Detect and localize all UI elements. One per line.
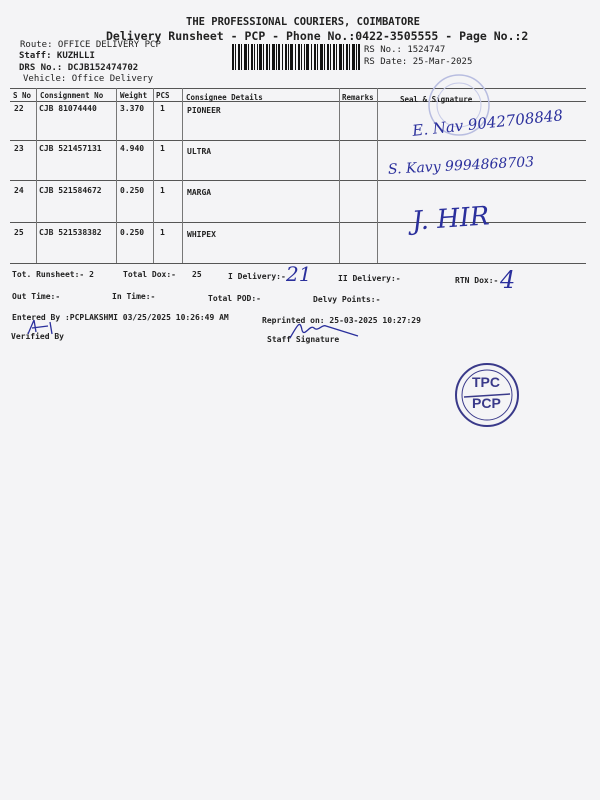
ii-delivery-label: II Delivery:-	[338, 274, 401, 283]
col-header-sno: S No	[13, 91, 32, 100]
col-header-weight: Weight	[120, 91, 148, 100]
row1-sno: 22	[14, 104, 24, 113]
row1-consignment: CJB 81074440	[39, 104, 97, 113]
stamp-line1: TPC	[472, 374, 500, 390]
in-time: In Time:-	[112, 292, 156, 301]
row1-consignee: PIONEER	[187, 106, 221, 115]
signature-row1: E. Nav 9042708848	[411, 106, 564, 140]
row3-weight: 0.250	[120, 186, 145, 195]
delvy-points: Delvy Points:-	[313, 295, 381, 304]
row2-consignee: ULTRA	[187, 147, 212, 156]
col-divider	[36, 88, 37, 263]
row-divider	[10, 180, 586, 181]
tot-runsheet: Tot. Runsheet:- 2	[12, 270, 94, 279]
col-header-remarks: Remarks	[342, 93, 374, 102]
row-divider	[10, 222, 586, 223]
row3-consignment: CJB 521584672	[39, 186, 102, 195]
reprinted-on: Reprinted on: 25-03-2025 10:27:29	[262, 316, 421, 325]
signature-row2: S. Kavy 9994868703	[387, 154, 535, 178]
col-header-seal-signature: Seal & Signature	[400, 95, 473, 104]
total-dox-value: 25	[192, 270, 202, 279]
barcode	[232, 44, 360, 70]
row2-sno: 23	[14, 144, 24, 153]
vehicle-text: Vehicle: Office Delivery	[23, 74, 154, 84]
table-header-line	[10, 101, 586, 102]
staff-signature-scribble	[282, 316, 360, 344]
row4-pcs: 1	[160, 228, 165, 237]
row4-consignee: WHIPEX	[187, 230, 216, 239]
i-delivery-label: I Delivery:-	[228, 272, 286, 281]
i-delivery-handwritten: 21	[286, 262, 312, 286]
row3-sno: 24	[14, 186, 24, 195]
tpc-pcp-stamp	[454, 362, 520, 428]
col-header-consignment: Consignment No	[40, 91, 104, 100]
staff-text: Staff: KUZHLLI	[19, 51, 95, 61]
rs-no-text: RS No.: 1524747	[364, 45, 446, 55]
col-divider	[116, 88, 117, 263]
col-header-pcs: PCS	[156, 91, 170, 100]
col-divider	[153, 88, 154, 263]
col-divider	[377, 88, 378, 263]
row-divider	[10, 140, 586, 141]
verifier-initials	[22, 316, 58, 338]
company-title: THE PROFESSIONAL COURIERS, COIMBATORE	[186, 16, 420, 28]
row2-consignment: CJB 521457131	[39, 144, 102, 153]
entered-by: Entered By :PCPLAKSHMI 03/25/2025 10:26:49 AM	[12, 313, 229, 322]
row4-weight: 0.250	[120, 228, 145, 237]
total-pod: Total POD:-	[208, 294, 261, 303]
drs-no-text: DRS No.: DCJB152474702	[19, 63, 139, 73]
verified-by: Verified By	[11, 332, 64, 341]
rs-date-text: RS Date: 25-Mar-2025	[364, 57, 473, 67]
row3-consignee: MARGA	[187, 188, 212, 197]
rtn-dox-handwritten: 4	[500, 266, 516, 294]
row4-sno: 25	[14, 228, 24, 237]
table-top-line	[10, 88, 586, 89]
row3-pcs: 1	[160, 186, 165, 195]
total-dox-label: Total Dox:-	[123, 270, 176, 279]
row2-weight: 4.940	[120, 144, 145, 153]
row1-pcs: 1	[160, 104, 165, 113]
row2-pcs: 1	[160, 144, 165, 153]
col-divider	[182, 88, 183, 263]
staff-signature-label: Staff Signature	[267, 335, 340, 344]
row4-consignment: CJB 521538382	[39, 228, 102, 237]
row1-weight: 3.370	[120, 104, 145, 113]
signature-row3: J. HIR	[411, 201, 491, 237]
col-header-consignee: Consignee Details	[186, 93, 263, 102]
rtn-dox-label: RTN Dox:-	[455, 276, 499, 285]
route-text: Route: OFFICE DELIVERY PCP	[20, 40, 161, 50]
stamp-line2: PCP	[472, 395, 501, 411]
col-divider	[339, 88, 340, 263]
runsheet-title: Delivery Runsheet - PCP - Phone No.:0422-3505555 - Page No.:2	[106, 29, 529, 43]
out-time: Out Time:-	[12, 292, 61, 301]
